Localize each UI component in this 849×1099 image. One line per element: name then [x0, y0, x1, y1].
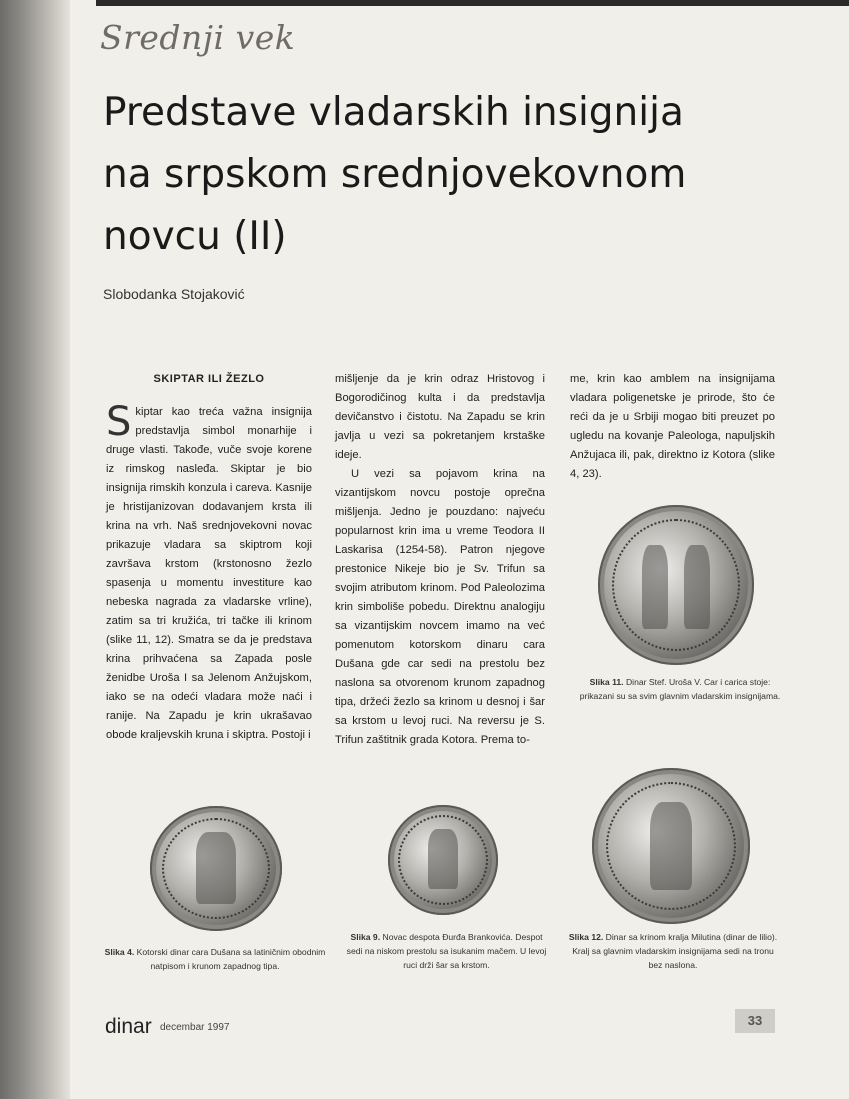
caption-label: Slika 12. [568, 932, 604, 942]
author-byline: Slobodanka Stojaković [103, 286, 245, 302]
top-rule [96, 0, 849, 6]
paragraph-1 [106, 399, 312, 745]
caption-slika-9 [344, 930, 549, 972]
coin-image-slika-12 [592, 768, 750, 924]
coin-image-slika-11 [598, 505, 754, 665]
coin-figure [196, 832, 236, 904]
paragraph-1-text: kiptar kao treća važna insignija predstavlja simbol monarhije i druge vlasti. Takođe, vuče svoje korene iz rimskog nasleđa. Skiptar je bio insignija rimskih konzula i careva. Kasnije je hristijanizovan dodavanjem krsta ili krina na vrh. Naš srednjovekovni novac prikazuje vladara sa skiptrom koji završava krstom (krstonosno žezlo spasenja u momentu investiture kao nebeska nagrada za vladarske vrline), zatim sa tri kružića, tri tačke ili krinom (slike 11, 12). Smatra se da je predstava krina prihvaćena sa Zapada posle ženidbe Uroša I sa Jelenom Anžujskom, iako se na odeći vladara može naći i ranije. Na Zapadu je krin ukrašavao obode kraljevskih kruna i skiptra. Postoji i [106, 406, 312, 741]
caption-slika-4 [104, 945, 326, 973]
column-1 [106, 370, 312, 745]
column-3 [570, 370, 775, 484]
title-line-1: Predstave vladarskih insignija [103, 90, 684, 135]
section-label: Srednji vek [100, 18, 296, 57]
coin-image-slika-4 [150, 806, 282, 931]
coin-figure-right [684, 545, 710, 629]
title-line-2: na srpskom srednjovekovnom [103, 152, 687, 197]
magazine-name: dinar [105, 1015, 152, 1038]
caption-text: Novac despota Đurđa Brankovića. Despot sedi na niskom prestolu sa isukanim mačem. U levoj ruci drži šar sa krstom. [346, 932, 547, 970]
caption-text: Kotorski dinar cara Dušana sa latiničnim obodnim natpisom i krunom zapadnog tipa. [136, 947, 326, 971]
coin-image-slika-9 [388, 805, 498, 915]
page-number: 33 [735, 1009, 775, 1033]
coin-figure [428, 829, 458, 889]
caption-slika-11 [575, 675, 785, 703]
paragraph-2: mišljenje da je krin odraz Hristovog i Bogorodičinog kulta i da predstavlja devičanstvo i čistotu. Na Zapadu se krin javlja u vezi sa pokretanjem krstaške ideje. [335, 373, 545, 461]
subheading: SKIPTAR ILI ŽEZLO [153, 373, 265, 385]
issue-date: decembar 1997 [160, 1022, 230, 1033]
paragraph-3: U vezi sa pojavom krina na vizantijskom novcu postoje oprečna mišljenja. Jedno je pouzdano: najveću popularnost krin ima u vreme Teodora II Laskarisa (1254-58). Patron njegove prestonice Nikeje bio je Sv. Trifun sa svojim atributom krinom. Pod Paleolozima krin simboliše pobedu. Direktnu analogiju sa vizantijskim novcem imamo na već pomenutom kotorskom dinaru cara Dušana gde car sedi na prestolu bez naslona sa otvorenom krunom zapadnog tipa, držeći žezlo sa krinom u desnoj i šar sa krstom u levoj ruci. Na reversu je S. Trifun zaštitnik grada Kotora. Prema to- [335, 468, 545, 746]
coin-figure [650, 802, 692, 890]
caption-label: Slika 9. [350, 932, 381, 942]
drop-cap: S [106, 399, 132, 445]
coin-figure-left [642, 545, 668, 629]
coin-rim [612, 519, 740, 651]
caption-text: Dinar Stef. Uroša V. Car i carica stoje: prikazani su sa svim glavnim vladarskim insignijama. [579, 677, 781, 701]
caption-label: Slika 11. [589, 677, 624, 687]
title-line-3: novcu (II) [103, 214, 287, 259]
paragraph-4: me, krin kao amblem na insignijama vladara poligenetske je prirode, što će reći da je u Srbiji mogao biti preuzet po ugledu na kovanje Paleologa, napuljskih Anžujaca ili, pak, direktno iz Kotora (slike 4, 23). [570, 373, 775, 480]
page-gutter-shadow [0, 0, 70, 1099]
column-2 [335, 370, 545, 750]
caption-slika-12 [568, 930, 778, 972]
caption-label: Slika 4. [104, 947, 135, 957]
article-title [103, 82, 803, 268]
caption-text: Dinar sa krinom kralja Milutina (dinar de lilio). Kralj sa glavnim vladarskim insignijama sedi na tronu bez naslona. [572, 932, 778, 970]
